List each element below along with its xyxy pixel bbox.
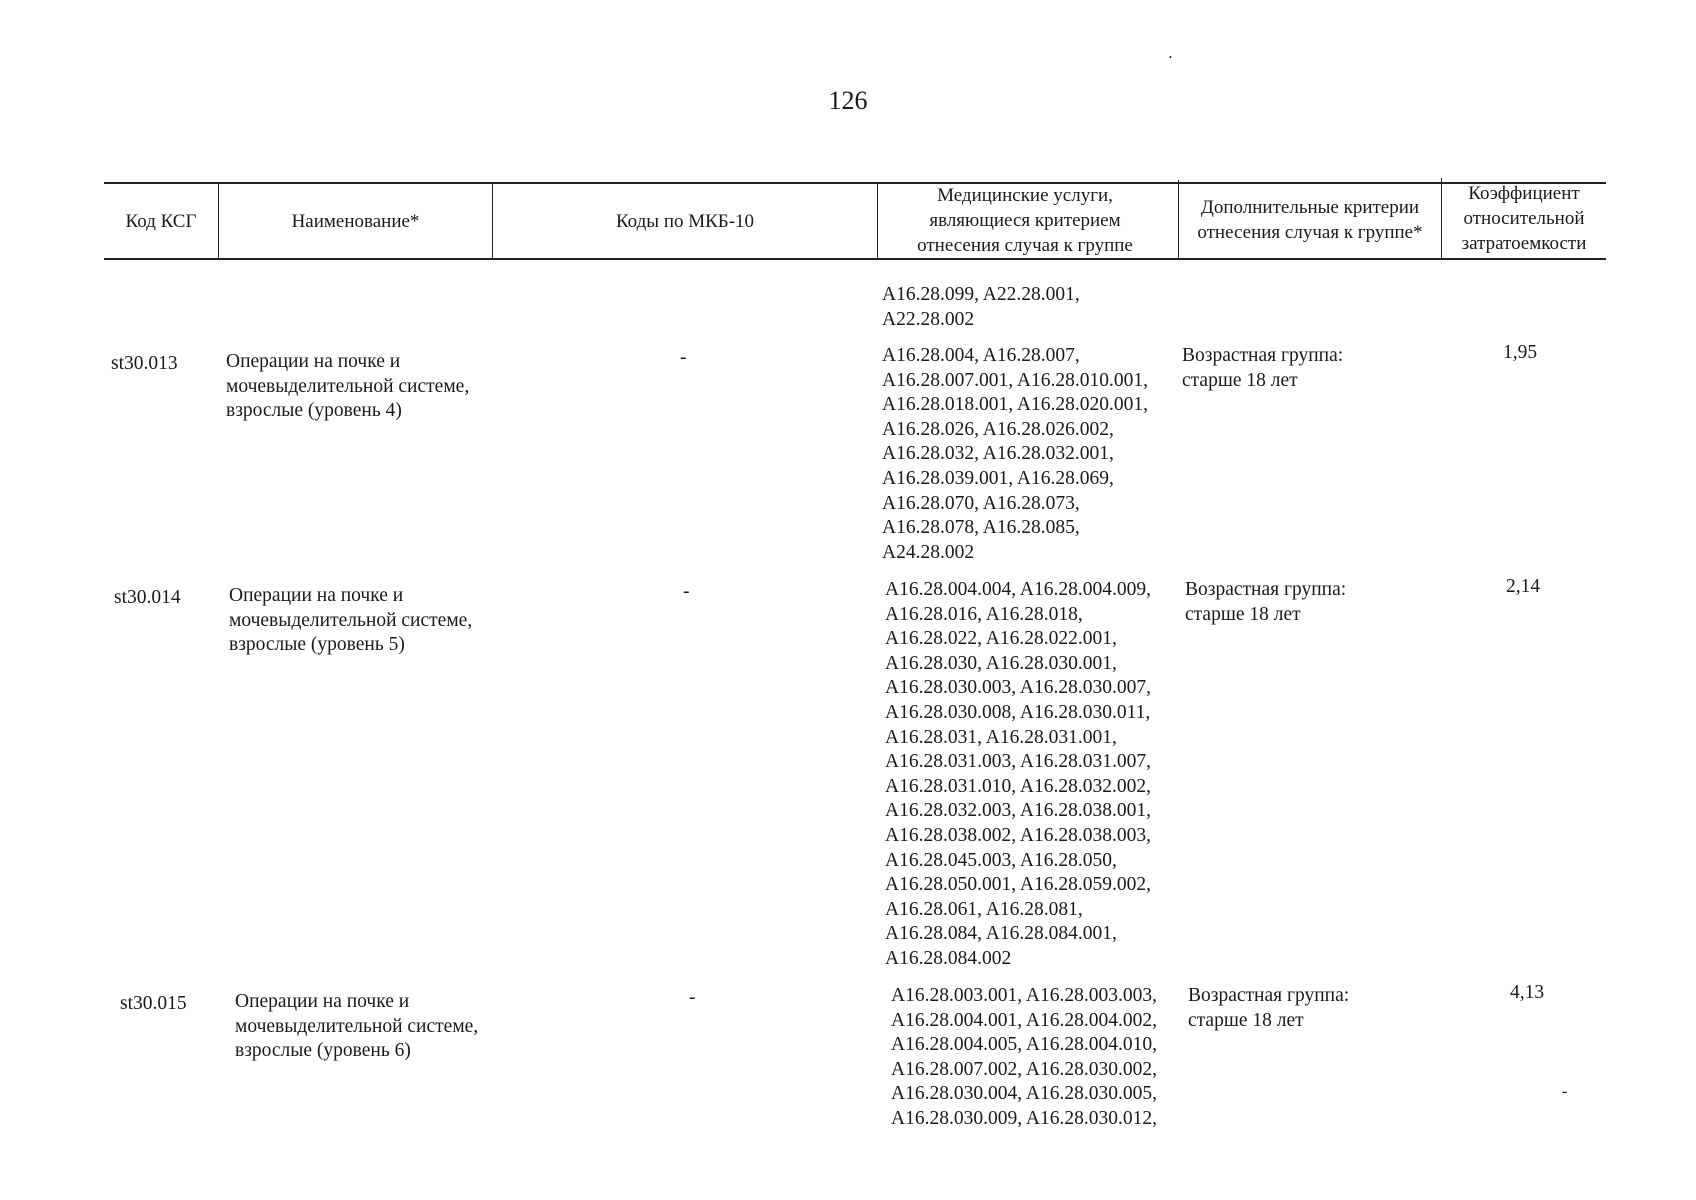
service-line: A16.28.022, A16.28.022.001, — [885, 628, 1117, 650]
service-line: A16.28.007.002, A16.28.030.002, — [891, 1058, 1157, 1080]
criteria-line: старше 18 лет — [1182, 369, 1298, 391]
service-line: A16.28.004.005, A16.28.004.010, — [891, 1034, 1157, 1056]
service-line: A24.28.002 — [882, 541, 975, 563]
name-line: Операции на почке и — [235, 991, 410, 1012]
row-name — [226, 350, 469, 424]
service-line: A16.28.030.009, A16.28.030.012, — [891, 1107, 1157, 1129]
name-line: взрослые (уровень 6) — [235, 1040, 411, 1062]
service-line: A16.28.031.010, A16.28.032.002, — [885, 775, 1151, 797]
criteria-line: старше 18 лет — [1185, 603, 1301, 625]
service-line: A16.28.084, A16.28.084.001, — [885, 923, 1117, 945]
service-line: A16.28.004, A16.28.007, — [882, 345, 1080, 366]
header-code: Код КСГ — [125, 210, 197, 232]
row-services — [885, 578, 1151, 972]
service-line: A16.28.031.003, A16.28.031.007, — [885, 751, 1151, 773]
service-line: A16.28.030, A16.28.030.001, — [885, 652, 1117, 674]
row-criteria — [1182, 344, 1343, 393]
header-name: Наименование* — [291, 210, 420, 232]
header-icd: Коды по МКБ-10 — [615, 210, 755, 232]
name-line: мочевыделительной системе, — [226, 375, 470, 397]
row-icd: - — [689, 987, 696, 1008]
service-line: A16.28.032.003, A16.28.038.001, — [885, 800, 1151, 822]
header-divider-4 — [1178, 180, 1179, 258]
name-line: взрослые (уровень 4) — [226, 400, 402, 422]
scan-dot: • — [1169, 53, 1172, 62]
criteria-line: старше 18 лет — [1188, 1009, 1304, 1031]
service-line: A16.28.031, A16.28.031.001, — [885, 726, 1117, 748]
row-services — [891, 984, 1157, 1132]
service-line: A16.28.018.001, A16.28.020.001, — [882, 394, 1148, 416]
row-code: st30.015 — [120, 993, 187, 1014]
row-icd: - — [683, 581, 690, 602]
service-line: A16.28.003.001, A16.28.003.003, — [891, 985, 1157, 1006]
service-line: A16.28.007.001, A16.28.010.001, — [882, 369, 1148, 391]
row-criteria — [1185, 578, 1346, 627]
service-line: A16.28.026, A16.28.026.002, — [882, 418, 1114, 440]
row-coef: 4,13 — [1509, 982, 1545, 1003]
row-code: st30.013 — [111, 353, 178, 374]
service-line: A16.28.078, A16.28.085, — [882, 517, 1080, 539]
service-line: A16.28.004.001, A16.28.004.002, — [891, 1009, 1157, 1031]
name-line: мочевыделительной системе, — [229, 609, 473, 631]
service-line: A16.28.039.001, A16.28.069, — [882, 467, 1114, 489]
name-line: Операции на почке и — [226, 351, 401, 372]
service-line: A16.28.099, A22.28.001, — [882, 284, 1080, 305]
criteria-line: Возрастная группа: — [1185, 579, 1347, 600]
header-services: Медицинские услуги, являющиеся критерием отнесения случая к группе — [917, 184, 1133, 256]
service-line: A16.28.070, A16.28.073, — [882, 492, 1080, 514]
header-coef: Коэффициент относительной затратоемкости — [1461, 182, 1587, 254]
row-coef: 1,95 — [1502, 342, 1538, 363]
scan-dash: - — [1562, 1083, 1568, 1100]
page-number: 126 — [828, 86, 868, 115]
service-line: A16.28.084.002 — [885, 947, 1012, 969]
row-icd: - — [680, 347, 687, 368]
name-line: взрослые (уровень 5) — [229, 634, 405, 656]
service-line: A16.28.038.002, A16.28.038.003, — [885, 824, 1151, 846]
row-criteria — [1188, 984, 1349, 1033]
service-line: A16.28.030.003, A16.28.030.007, — [885, 677, 1151, 699]
header-bottom-rule — [104, 258, 1606, 260]
row-name — [235, 990, 478, 1064]
service-line: A16.28.050.001, A16.28.059.002, — [885, 874, 1151, 896]
row-name — [229, 584, 472, 658]
service-line: A16.28.032, A16.28.032.001, — [882, 443, 1114, 465]
service-line: A16.28.045.003, A16.28.050, — [885, 849, 1117, 871]
service-line: A16.28.004.004, A16.28.004.009, — [885, 579, 1151, 600]
row-coef: 2,14 — [1505, 576, 1541, 597]
row-services — [882, 344, 1148, 565]
criteria-line: Возрастная группа: — [1188, 985, 1350, 1006]
service-line: A16.28.016, A16.28.018, — [885, 603, 1083, 625]
criteria-line: Возрастная группа: — [1182, 345, 1344, 366]
service-line: A16.28.030.008, A16.28.030.011, — [885, 701, 1151, 723]
name-line: Операции на почке и — [229, 585, 404, 606]
row-code: st30.014 — [114, 587, 181, 608]
continuation-services — [882, 283, 1080, 332]
name-line: мочевыделительной системе, — [235, 1015, 479, 1037]
header-divider-3 — [877, 182, 878, 260]
service-line: A16.28.030.004, A16.28.030.005, — [891, 1083, 1157, 1105]
service-line: A22.28.002 — [882, 308, 975, 330]
service-line: A16.28.061, A16.28.081, — [885, 898, 1083, 920]
header-criteria: Дополнительные критерии отнесения случая к группе* — [1197, 197, 1423, 243]
header-divider-5 — [1441, 178, 1442, 258]
